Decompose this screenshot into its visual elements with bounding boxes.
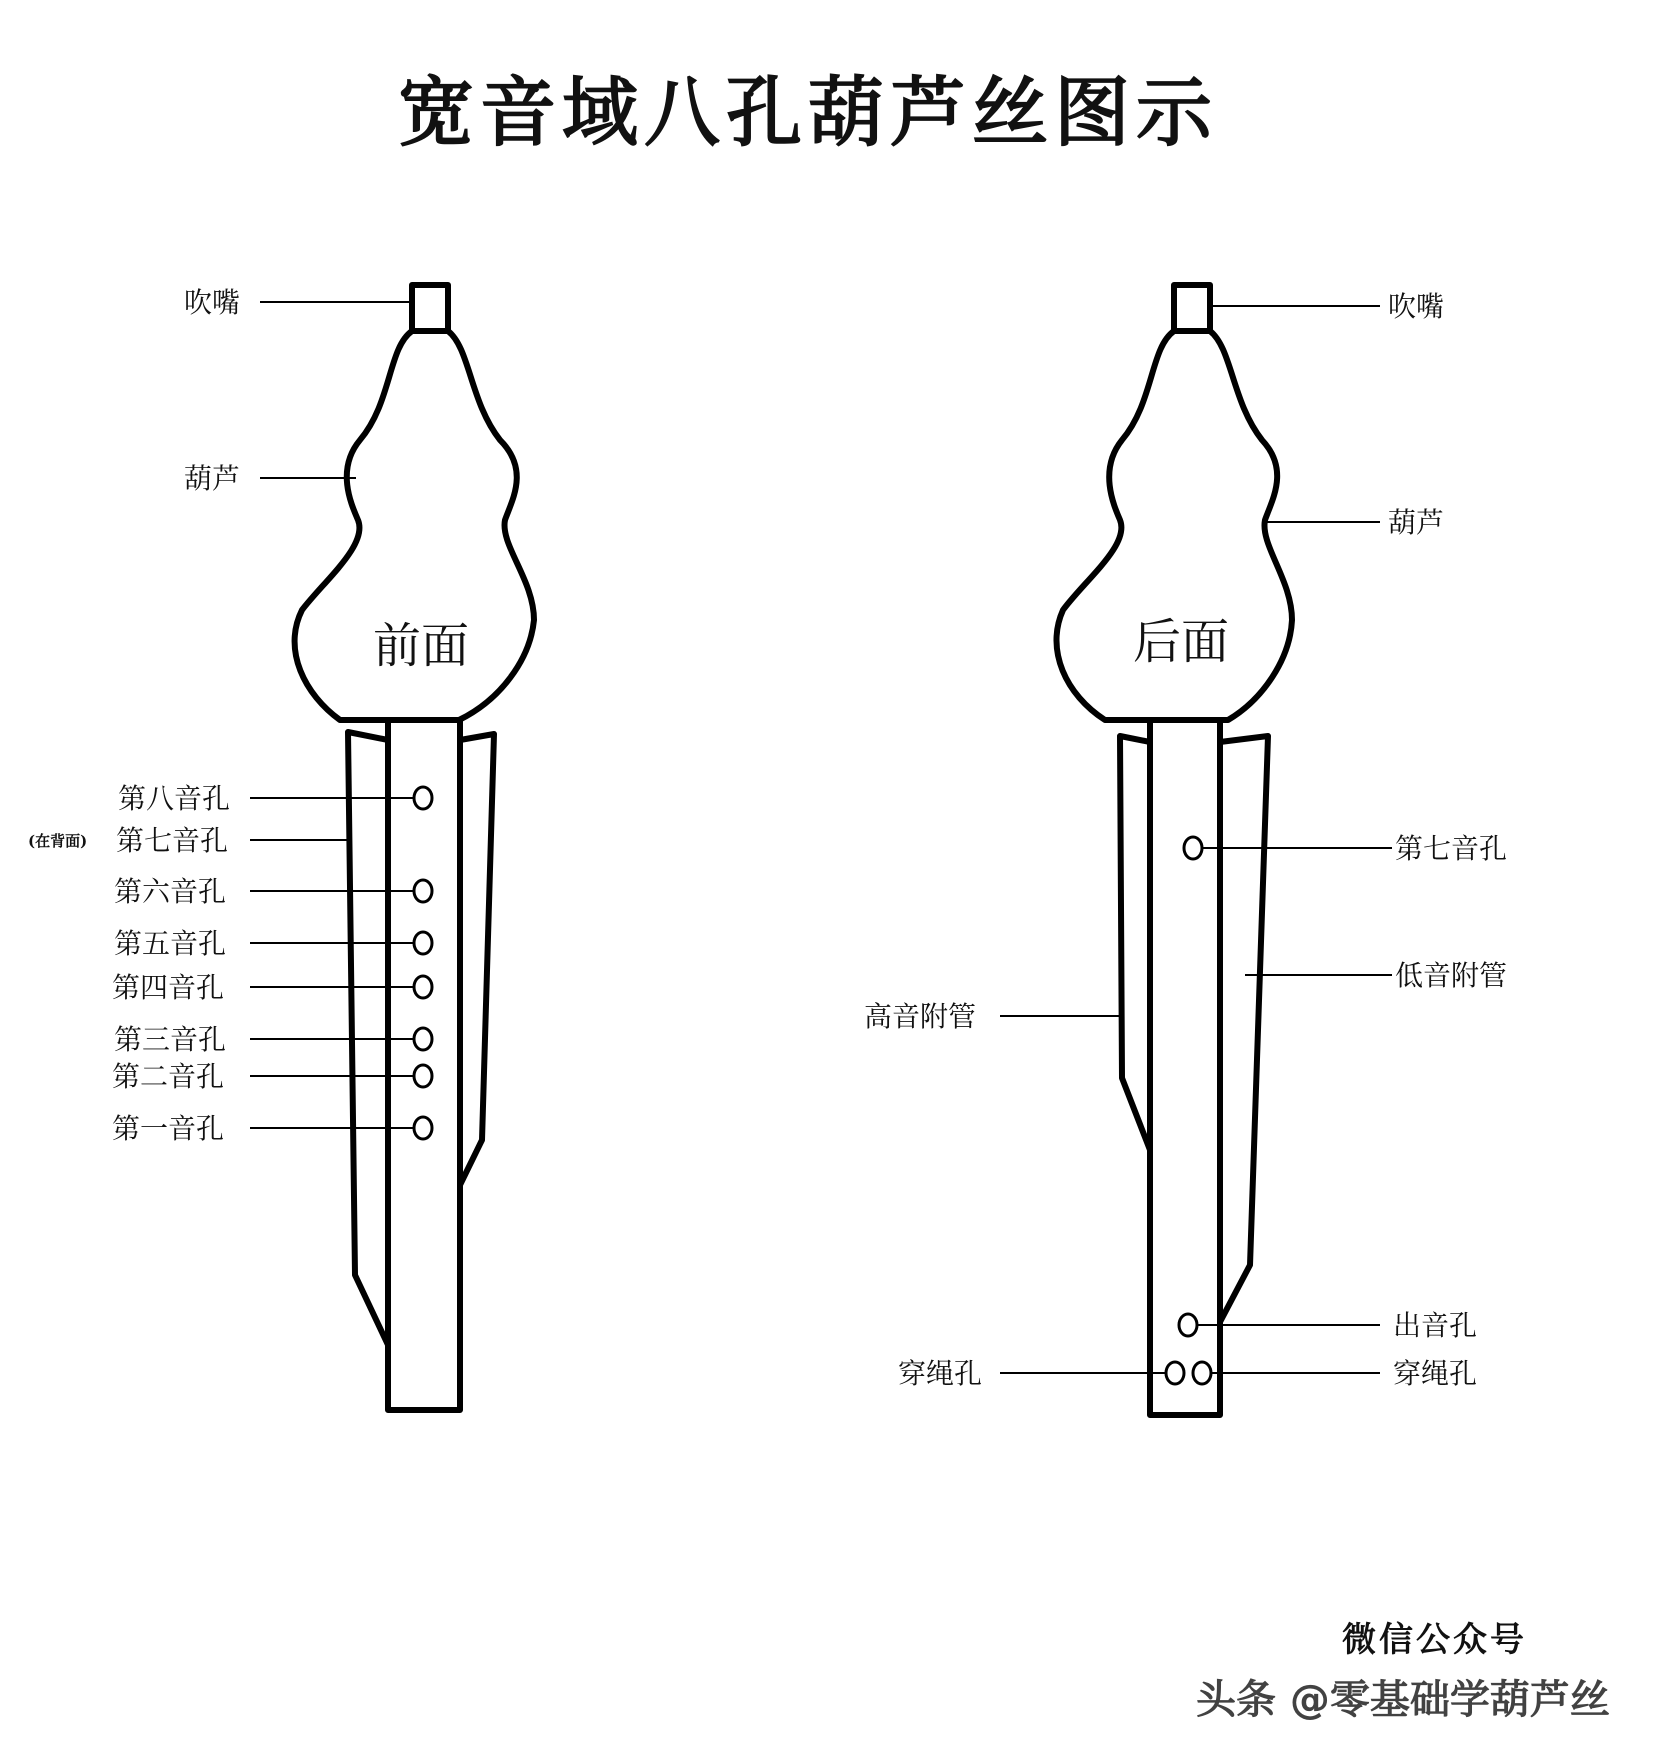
front-hole8-label: 第八音孔 xyxy=(118,782,231,815)
back-treble-pipe-label: 高音附管 xyxy=(864,1000,977,1033)
front-gourd-label: 葫芦 xyxy=(184,462,241,495)
back-rope-hole-left-label: 穿绳孔 xyxy=(898,1357,983,1390)
front-right-aux-pipe xyxy=(460,734,494,1185)
front-hole2-label: 第二音孔 xyxy=(112,1060,225,1093)
back-gourd-label: 葫芦 xyxy=(1388,506,1445,539)
back-mouthpiece-label: 吹嘴 xyxy=(1388,290,1445,323)
back-rope-hole-right-label: 穿绳孔 xyxy=(1393,1357,1478,1390)
front-mouthpiece-label: 吹嘴 xyxy=(184,286,241,319)
front-face-label: 前面 xyxy=(373,618,470,674)
front-hole1-label: 第一音孔 xyxy=(112,1112,225,1145)
front-mouthpiece xyxy=(412,285,448,331)
back-right-aux-pipe xyxy=(1220,736,1268,1322)
back-bass-pipe-label: 低音附管 xyxy=(1395,959,1508,992)
front-instrument xyxy=(295,285,534,1410)
front-hole7-note: (在背面) xyxy=(28,832,88,850)
back-sound-hole-label: 出音孔 xyxy=(1393,1309,1478,1342)
front-hole7-label: 第七音孔 xyxy=(116,824,229,857)
front-hole5-label: 第五音孔 xyxy=(114,927,227,960)
page-title: 宽音域八孔葫芦丝图示 xyxy=(398,68,1218,157)
back-face-label: 后面 xyxy=(1133,614,1230,670)
back-instrument xyxy=(1056,285,1292,1415)
wechat-label: 微信公众号 xyxy=(1342,1620,1527,1660)
front-hole3-label: 第三音孔 xyxy=(114,1023,227,1056)
back-main-pipe xyxy=(1150,720,1220,1415)
back-left-aux-pipe xyxy=(1120,736,1150,1150)
back-hole7-label: 第七音孔 xyxy=(1395,832,1508,865)
back-mouthpiece xyxy=(1174,285,1210,331)
front-hole4-label: 第四音孔 xyxy=(112,971,225,1004)
watermark: 头条 @零基础学葫芦丝 xyxy=(1196,1677,1610,1723)
front-hole6-label: 第六音孔 xyxy=(114,875,227,908)
